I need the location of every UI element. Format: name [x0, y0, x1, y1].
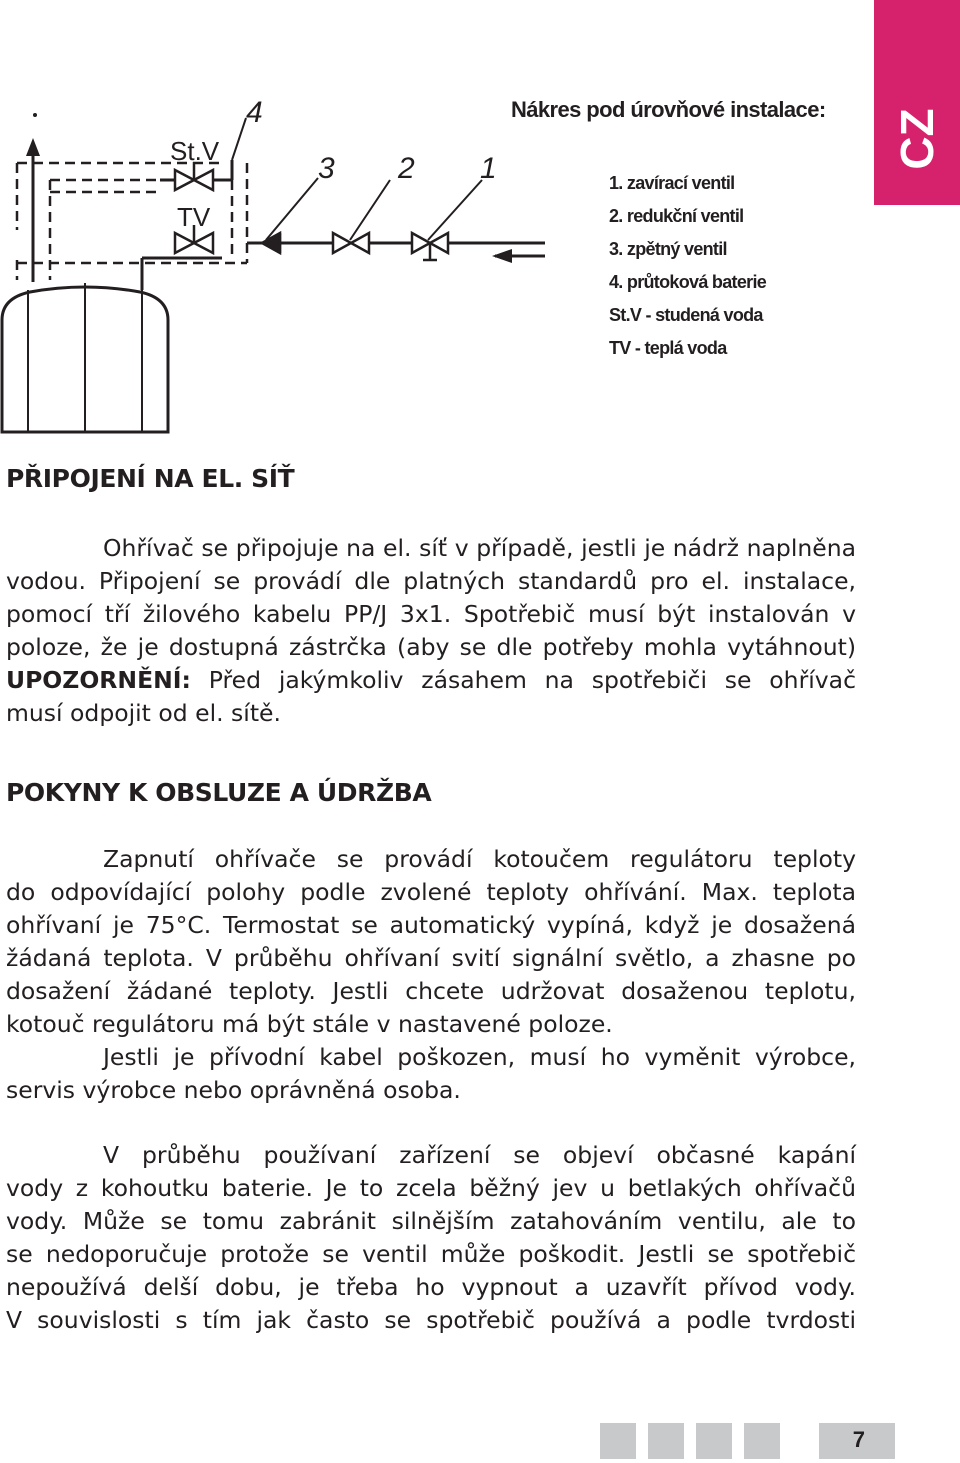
label-num-1: 1: [480, 152, 497, 185]
leader-3: [266, 178, 318, 240]
diagram-legend: [609, 172, 766, 370]
text-line: vody. Může se tomu zabránit silnějším zatahováním ventilu, ale to: [6, 1207, 856, 1235]
text-line: musí odpojit od el. sítě.: [6, 699, 281, 727]
text-line: do odpovídající polohy podle zvolené teploty ohřívání. Max. teplota: [6, 878, 856, 906]
text-line: dosažení žádané teploty. Jestli chcete udržovat dosaženou teplotu,: [6, 977, 856, 1005]
label-cold-water: St.V: [170, 136, 220, 166]
text-line: V souvislosti s tím jak často se spotřebič používá a podle tvrdosti: [6, 1306, 856, 1334]
label-num-2: 2: [398, 152, 415, 185]
language-code: CZ: [891, 108, 943, 170]
page-number: 7: [852, 1427, 865, 1452]
footer-decor-box: [744, 1423, 780, 1459]
legend-item: 1. zavírací ventil: [609, 173, 735, 193]
section-body-operation-2: [6, 1139, 856, 1337]
inlet-arrow-icon: [492, 249, 512, 263]
reducing-valve-icon: [333, 233, 369, 253]
leader-1: [428, 180, 482, 240]
legend-item: St.V - studená voda: [609, 305, 763, 325]
section-heading-operation: POKYNY K OBSLUZE A ÚDRŽBA: [6, 778, 432, 807]
footer-decor-box: [600, 1423, 636, 1459]
text-line: pomocí tří žilového kabelu PP/J 3x1. Spotřebič musí být instalován v: [6, 600, 856, 628]
text-line: nepoužívá delší dobu, je třeba ho vypnout a uzavřít přívod vody.: [6, 1273, 856, 1301]
text-line: servis výrobce nebo oprávněná osoba.: [6, 1076, 461, 1104]
page-number-box: [819, 1423, 895, 1459]
text-line: Jestli je přívodní kabel poškozen, musí ho vyměnit výrobce,: [103, 1043, 856, 1071]
text-line: poloze, že je dostupná zástrčka (aby se dle potřeby mohla vytáhnout): [6, 633, 856, 661]
section-heading-electrical: PŘIPOJENÍ NA EL. SÍŤ: [6, 464, 295, 493]
diagram-title: Nákres pod úrovňové instalace:: [511, 97, 826, 122]
warning-text: Před jakýmkoliv zásahem na spotřebiči se ohřívač: [190, 666, 856, 694]
legend-item: 4. průtoková baterie: [609, 272, 767, 292]
text-line: V průběhu používaní zařízení se objeví občasné kapání: [103, 1141, 856, 1169]
legend-item: 3. zpětný ventil: [609, 239, 727, 259]
section-body-operation-1: [6, 843, 856, 1107]
leader-2: [350, 180, 390, 240]
text-line: se nedoporučuje protože se ventil může poškodit. Jestli se spotřebič: [6, 1240, 856, 1268]
legend-item: 2. redukční ventil: [609, 206, 744, 226]
footer-decor-box: [696, 1423, 732, 1459]
label-num-3: 3: [318, 152, 335, 185]
text-line: Ohřívač se připojuje na el. síť v případě, jestli je nádrž naplněna: [103, 534, 856, 562]
text-line: Zapnutí ohřívače se provádí kotoučem regulátoru teploty: [103, 845, 856, 873]
text-line: vodou. Připojení se provádí dle platných standardů pro el. instalace,: [6, 567, 856, 595]
legend-item: TV - teplá voda: [609, 338, 727, 358]
warning-line: [6, 664, 856, 697]
label-num-4: 4: [246, 96, 263, 129]
leader-4: [232, 118, 246, 160]
warning-label: UPOZORNĚNÍ:: [6, 666, 191, 694]
text-line: ohřívaní je 75°C. Termostat se automatický vypíná, když je dosažená: [6, 911, 856, 939]
text-line: kotouč regulátoru má být stále v nastavené poloze.: [6, 1010, 613, 1038]
text-line: vody z kohoutku baterie. Je to zcela běžný jev u betlakých ohřívačů: [6, 1174, 856, 1202]
language-tab: [874, 0, 960, 205]
text-line: žádaná teplota. V průběhu ohřívaní svití signální světlo, a zhasne po: [6, 944, 856, 972]
footer-decor-box: [648, 1423, 684, 1459]
outlet-arrow-icon: [26, 138, 40, 156]
marker-dot: [33, 113, 37, 117]
section-body-electrical: [6, 532, 856, 730]
check-valve-icon: [262, 233, 280, 253]
label-hot-water: TV: [177, 202, 211, 232]
installation-diagram: [0, 80, 560, 440]
